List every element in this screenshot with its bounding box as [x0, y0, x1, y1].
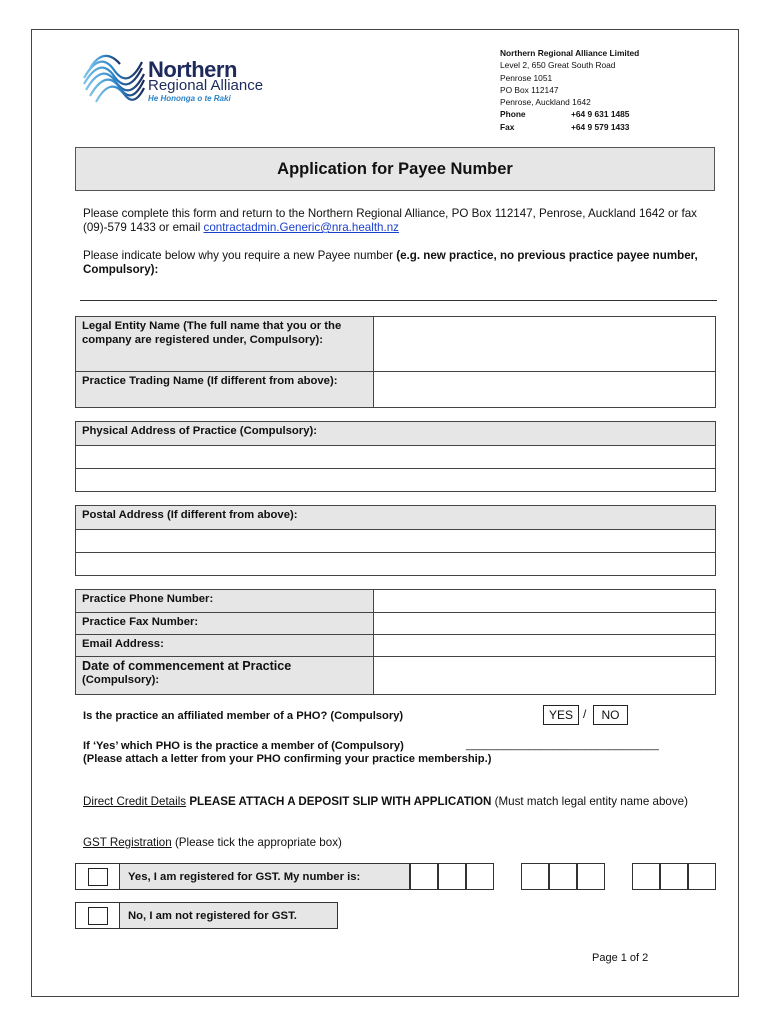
address-block — [500, 47, 639, 133]
trading-name-input[interactable] — [374, 372, 716, 408]
gst-no-label: No, I am not registered for GST. — [120, 902, 338, 929]
phone-number-label: Practice Phone Number: — [76, 590, 374, 613]
phone-value: +64 9 631 1485 — [571, 109, 630, 120]
form-title: Application for Payee Number — [75, 147, 715, 191]
physical-address-label: Physical Address of Practice (Compulsory): — [76, 422, 716, 446]
phone-row — [500, 108, 639, 120]
fax-number-input[interactable] — [374, 613, 716, 635]
page-number: Page 1 of 2 — [592, 952, 649, 964]
fax-label: Fax — [500, 121, 515, 132]
address-line1: Level 2, 650 Great South Road — [500, 60, 616, 71]
gst-no-checkbox[interactable] — [88, 907, 108, 925]
gst-hint: (Please tick the appropriate box) — [171, 836, 342, 849]
logo-name-line2: Regional Alliance — [148, 77, 264, 94]
fax-value: +64 9 579 1433 — [571, 121, 630, 132]
gst-label: GST Registration — [83, 836, 172, 849]
gst-digit-5[interactable] — [549, 863, 577, 890]
reason-answer-line[interactable] — [80, 300, 717, 301]
direct-credit-rest: (Must match legal entity name above) — [491, 795, 688, 808]
legal-entity-input[interactable] — [374, 317, 716, 372]
email-link[interactable]: contractadmin.Generic@nra.health.nz — [203, 221, 399, 234]
gst-digit-8[interactable] — [660, 863, 688, 890]
pho-no-box[interactable]: NO — [593, 705, 628, 725]
reason-text: Please indicate below why you require a new Payee number — [83, 249, 397, 262]
physical-address-line1[interactable] — [76, 446, 716, 469]
gst-digit-7[interactable] — [632, 863, 660, 890]
gst-heading — [83, 836, 718, 850]
address-line2: Penrose 1051 — [500, 72, 553, 83]
legal-entity-label: Legal Entity Name (The full name that you or the company are registered under, Compulsory): — [76, 317, 374, 372]
pho-yes-box[interactable]: YES — [543, 705, 579, 725]
direct-credit-bold: PLEASE ATTACH A DEPOSIT SLIP WITH APPLICATION — [186, 795, 492, 808]
postal-address-table — [75, 505, 716, 576]
postal-address-line1[interactable] — [76, 530, 716, 553]
reason-paragraph — [83, 249, 718, 277]
direct-credit-paragraph — [83, 795, 703, 809]
gst-digit-2[interactable] — [438, 863, 466, 890]
phone-number-input[interactable] — [374, 590, 716, 613]
postal-address-label: Postal Address (If different from above): — [76, 506, 716, 530]
gst-digit-6[interactable] — [577, 863, 605, 890]
entity-table — [75, 316, 716, 408]
address-line4: Penrose, Auckland 1642 — [500, 97, 591, 108]
gst-yes-cell — [75, 863, 120, 890]
contact-table — [75, 589, 716, 695]
commencement-label — [76, 657, 374, 695]
intro-text: Please complete this form and return to the Northern Regional Alliance, PO Box 112147, Penrose, Auckland 1642 or fax (09)-579 1433 or email — [83, 207, 697, 234]
gst-yes-label: Yes, I am registered for GST. My number is: — [120, 863, 410, 890]
logo-name-line1: Northern — [148, 57, 237, 82]
gst-digit-9[interactable] — [688, 863, 716, 890]
commencement-input[interactable] — [374, 657, 716, 695]
phone-label: Phone — [500, 109, 526, 120]
reason-bold: (e.g. new practice, no previous practice payee number, Compulsory): — [83, 249, 698, 276]
gst-yes-checkbox[interactable] — [88, 868, 108, 886]
postal-address-line2[interactable] — [76, 553, 716, 576]
email-address-label: Email Address: — [76, 635, 374, 657]
commencement-label-line1: Date of commencement at Practice — [82, 659, 292, 673]
pho-slash: / — [583, 707, 587, 721]
pho-question: Is the practice an affiliated member of a PHO? (Compulsory) — [83, 710, 404, 722]
intro-paragraph — [83, 207, 718, 235]
fax-row — [500, 121, 639, 133]
pho-which: If ‘Yes’ which PHO is the practice a member of (Compulsory) — [83, 740, 404, 752]
address-line3: PO Box 112147 — [500, 84, 559, 95]
company-name: Northern Regional Alliance Limited — [500, 48, 640, 58]
logo-tagline: He Hononga o te Raki — [148, 94, 231, 103]
email-address-input[interactable] — [374, 635, 716, 657]
physical-address-table — [75, 421, 716, 492]
direct-credit-label: Direct Credit Details — [83, 795, 187, 808]
gst-digit-3[interactable] — [466, 863, 494, 890]
fax-number-label: Practice Fax Number: — [76, 613, 374, 635]
pho-attach-note: (Please attach a letter from your PHO confirming your practice membership.) — [83, 753, 492, 765]
pho-name-line[interactable]: _______________________________ — [466, 739, 659, 751]
gst-digit-4[interactable] — [521, 863, 549, 890]
gst-digit-1[interactable] — [410, 863, 438, 890]
commencement-label-line2: (Compulsory): — [82, 673, 160, 686]
gst-no-cell — [75, 902, 120, 929]
physical-address-line2[interactable] — [76, 469, 716, 492]
trading-name-label: Practice Trading Name (If different from above): — [76, 372, 374, 408]
